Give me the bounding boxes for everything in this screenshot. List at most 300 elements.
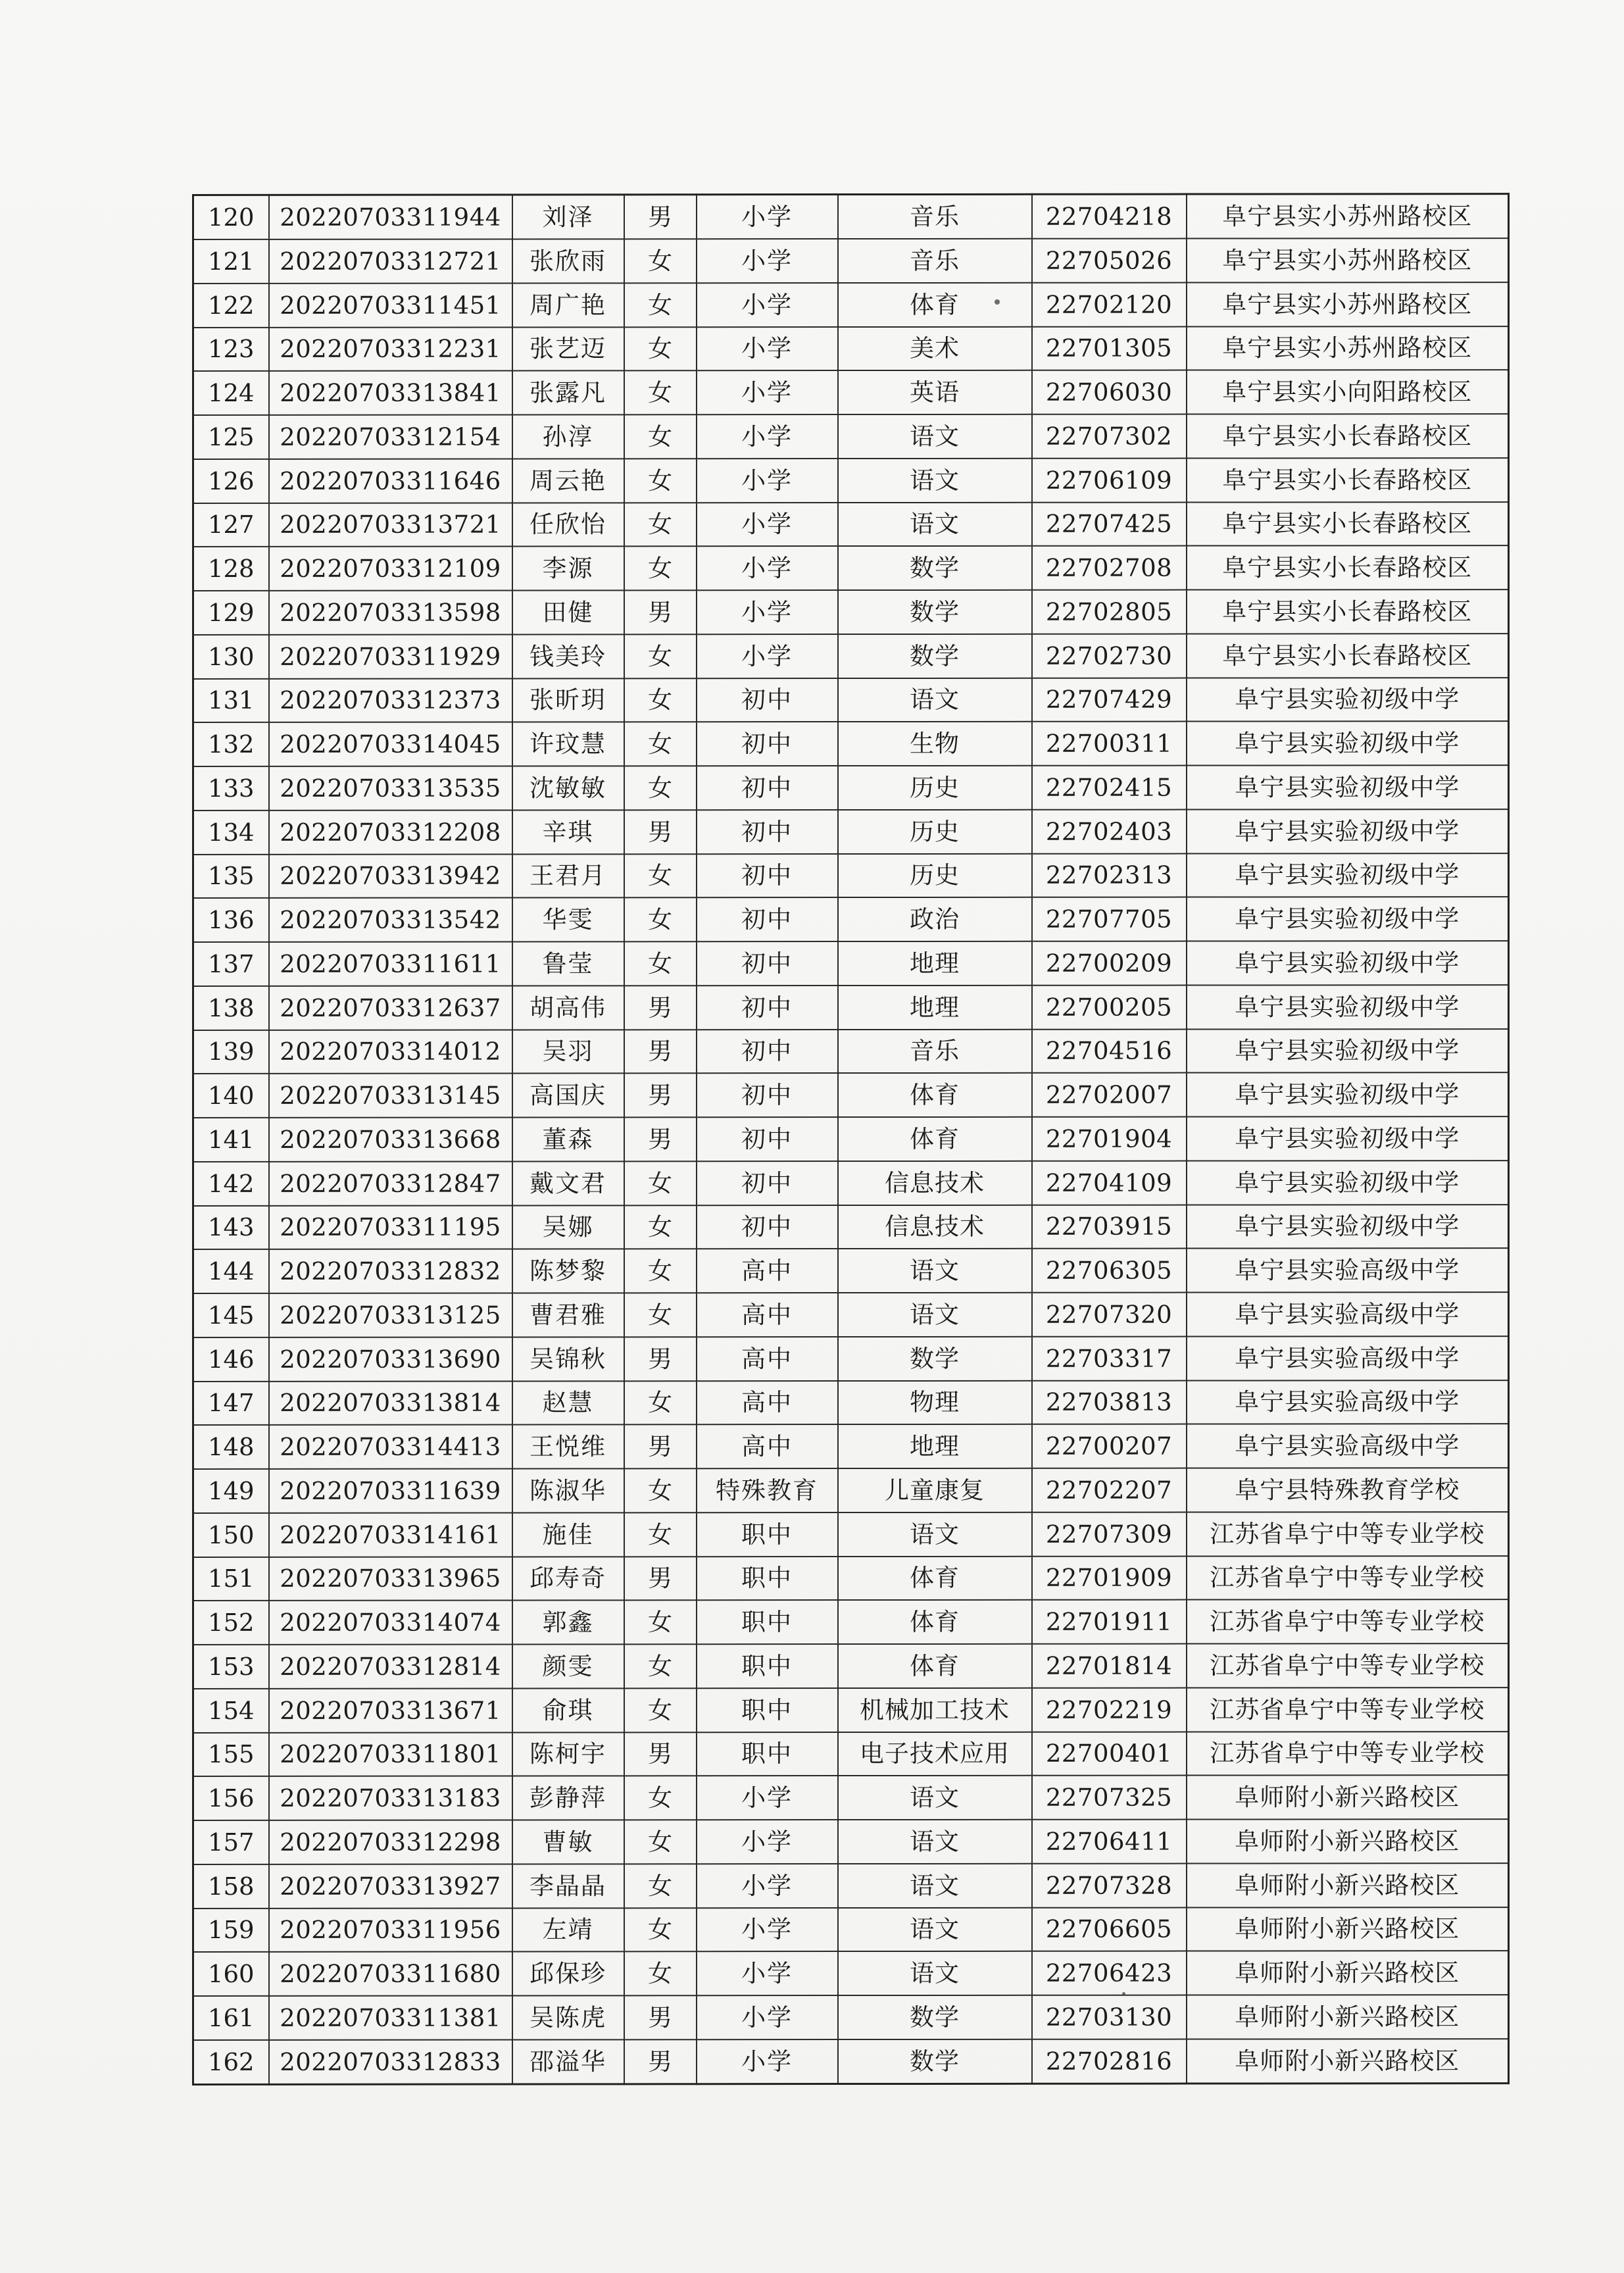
table-row — [193, 589, 1509, 635]
school-stage-cell: 小学 — [697, 1776, 838, 1820]
row-number-cell: 143 — [193, 1205, 269, 1249]
school-stage-cell: 小学 — [697, 1820, 838, 1864]
post-code-cell: 22706605 — [1032, 1907, 1187, 1951]
table-row — [193, 370, 1509, 415]
school-name-cell: 阜宁县实小向阳路校区 — [1187, 370, 1509, 414]
school-stage-cell: 高中 — [697, 1337, 838, 1381]
candidate-name-cell: 戴文君 — [512, 1161, 624, 1205]
subject-cell: 音乐 — [838, 1029, 1032, 1073]
registration-number-cell: 20220703314074 — [269, 1601, 512, 1645]
subject-cell: 体育 — [838, 1117, 1032, 1161]
candidate-name-cell: 辛琪 — [512, 810, 624, 854]
post-code-cell: 22701904 — [1032, 1117, 1187, 1161]
registration-number-cell: 20220703313598 — [269, 591, 512, 635]
gender-cell: 女 — [624, 1952, 697, 1996]
subject-cell: 语文 — [838, 1907, 1032, 1951]
table-row — [193, 1468, 1509, 1513]
row-number-cell: 153 — [193, 1645, 269, 1689]
table-row — [193, 985, 1509, 1030]
subject-cell: 体育 — [838, 1073, 1032, 1117]
school-name-cell: 阜宁县实验初级中学 — [1187, 1161, 1509, 1205]
table-row — [193, 545, 1509, 591]
post-code-cell: 22702805 — [1032, 590, 1187, 634]
table-row — [193, 1995, 1509, 2040]
school-stage-cell: 初中 — [697, 766, 838, 810]
table-row — [193, 941, 1509, 986]
school-stage-cell: 高中 — [697, 1249, 838, 1293]
candidate-name-cell: 张昕玥 — [512, 678, 624, 722]
table-row — [193, 809, 1509, 855]
row-number-cell: 123 — [193, 327, 269, 371]
post-code-cell: 22700401 — [1032, 1732, 1187, 1776]
row-number-cell: 141 — [193, 1118, 269, 1162]
table-row — [193, 1819, 1509, 1864]
gender-cell: 女 — [624, 1468, 697, 1512]
school-stage-cell: 小学 — [697, 370, 838, 414]
gender-cell: 女 — [624, 1820, 697, 1864]
registration-number-cell: 20220703313942 — [269, 854, 512, 898]
school-stage-cell: 初中 — [697, 678, 838, 722]
row-number-cell: 133 — [193, 766, 269, 811]
registration-number-cell: 20220703312833 — [269, 2039, 512, 2084]
post-code-cell: 22702816 — [1032, 2039, 1187, 2084]
gender-cell: 女 — [624, 766, 697, 810]
subject-cell: 语文 — [838, 1776, 1032, 1820]
row-number-cell: 129 — [193, 591, 269, 635]
row-number-cell: 162 — [193, 2040, 269, 2085]
school-name-cell: 江苏省阜宁中等专业学校 — [1187, 1599, 1509, 1643]
table-row — [193, 634, 1509, 679]
row-number-cell: 124 — [193, 371, 269, 415]
table-row — [193, 1205, 1509, 1250]
table-row — [193, 1512, 1509, 1557]
post-code-cell: 22707328 — [1032, 1863, 1187, 1907]
post-code-cell: 22705026 — [1032, 239, 1187, 283]
school-name-cell: 阜师附小新兴路校区 — [1187, 1951, 1509, 1995]
subject-cell: 信息技术 — [838, 1205, 1032, 1249]
registration-number-cell: 20220703312373 — [269, 678, 512, 722]
candidate-name-cell: 沈敏敏 — [512, 766, 624, 810]
post-code-cell: 22707302 — [1032, 414, 1187, 459]
school-stage-cell: 小学 — [697, 546, 838, 590]
school-name-cell: 阜宁县实验初级中学 — [1187, 941, 1509, 985]
registration-number-cell: 20220703313671 — [269, 1688, 512, 1732]
scan-speck — [995, 299, 1000, 305]
gender-cell: 女 — [624, 327, 697, 371]
table-row — [193, 1951, 1509, 1996]
registration-number-cell: 20220703312814 — [269, 1645, 512, 1689]
school-name-cell: 阜宁县实验初级中学 — [1187, 1116, 1509, 1161]
registration-number-cell: 20220703313668 — [269, 1118, 512, 1162]
school-name-cell: 阜宁县实小长春路校区 — [1187, 502, 1509, 546]
candidate-name-cell: 董森 — [512, 1117, 624, 1161]
table-row — [193, 2039, 1509, 2085]
school-name-cell: 阜宁县实验初级中学 — [1187, 897, 1509, 941]
candidate-name-cell: 彭静萍 — [512, 1776, 624, 1820]
row-number-cell: 152 — [193, 1601, 269, 1645]
school-stage-cell: 小学 — [697, 327, 838, 371]
gender-cell: 女 — [624, 1776, 697, 1820]
subject-cell: 地理 — [838, 941, 1032, 986]
table-row — [193, 1863, 1509, 1909]
subject-cell: 语文 — [838, 459, 1032, 503]
post-code-cell: 22707325 — [1032, 1776, 1187, 1820]
school-name-cell: 阜宁县实验初级中学 — [1187, 678, 1509, 722]
gender-cell: 女 — [624, 1249, 697, 1293]
school-stage-cell: 小学 — [697, 1951, 838, 1995]
subject-cell: 信息技术 — [838, 1161, 1032, 1205]
table-row — [193, 326, 1509, 372]
gender-cell: 女 — [624, 414, 697, 459]
gender-cell: 男 — [624, 1117, 697, 1161]
school-name-cell: 阜宁县实验高级中学 — [1187, 1248, 1509, 1292]
candidate-name-cell: 陈柯宇 — [512, 1732, 624, 1776]
registration-number-cell: 20220703311611 — [269, 942, 512, 986]
school-stage-cell: 初中 — [697, 854, 838, 898]
subject-cell: 生物 — [838, 722, 1032, 766]
candidate-name-cell: 刘泽 — [512, 195, 624, 239]
school-stage-cell: 初中 — [697, 1030, 838, 1074]
post-code-cell: 22707309 — [1032, 1512, 1187, 1556]
table-row — [193, 1556, 1509, 1601]
registration-number-cell: 20220703313814 — [269, 1381, 512, 1425]
school-name-cell: 阜师附小新兴路校区 — [1187, 1775, 1509, 1819]
table-row — [193, 238, 1509, 284]
gender-cell: 女 — [624, 503, 697, 547]
gender-cell: 男 — [624, 810, 697, 854]
post-code-cell: 22704218 — [1032, 194, 1187, 239]
row-number-cell: 148 — [193, 1425, 269, 1469]
school-name-cell: 阜宁县实验初级中学 — [1187, 1029, 1509, 1073]
school-stage-cell: 初中 — [697, 810, 838, 854]
row-number-cell: 150 — [193, 1513, 269, 1557]
candidate-name-cell: 颜雯 — [512, 1644, 624, 1688]
gender-cell: 男 — [624, 986, 697, 1030]
registration-number-cell: 20220703312298 — [269, 1820, 512, 1864]
gender-cell: 女 — [624, 1908, 697, 1952]
post-code-cell: 22702313 — [1032, 853, 1187, 897]
candidate-name-cell: 王悦维 — [512, 1425, 624, 1469]
post-code-cell: 22702403 — [1032, 809, 1187, 853]
table-row — [193, 1161, 1509, 1206]
post-code-cell: 22703915 — [1032, 1205, 1187, 1249]
table-row — [193, 1292, 1509, 1337]
registration-number-cell: 20220703312832 — [269, 1249, 512, 1293]
gender-cell: 女 — [624, 1512, 697, 1557]
row-number-cell: 135 — [193, 854, 269, 898]
school-name-cell: 阜宁县实验初级中学 — [1187, 765, 1509, 809]
gender-cell: 男 — [624, 1074, 697, 1118]
row-number-cell: 147 — [193, 1381, 269, 1425]
registration-number-cell: 20220703312637 — [269, 986, 512, 1030]
post-code-cell: 22707425 — [1032, 502, 1187, 546]
registration-number-cell: 20220703311195 — [269, 1205, 512, 1249]
candidate-name-cell: 邱保珍 — [512, 1952, 624, 1996]
subject-cell: 历史 — [838, 766, 1032, 810]
subject-cell: 数学 — [838, 590, 1032, 634]
school-stage-cell: 初中 — [697, 897, 838, 941]
gender-cell: 女 — [624, 1381, 697, 1425]
subject-cell: 政治 — [838, 897, 1032, 941]
gender-cell: 男 — [624, 1995, 697, 2039]
gender-cell: 男 — [624, 195, 697, 239]
school-name-cell: 阜宁县实验初级中学 — [1187, 1072, 1509, 1116]
school-stage-cell: 初中 — [697, 1161, 838, 1205]
subject-cell: 历史 — [838, 853, 1032, 897]
row-number-cell: 142 — [193, 1162, 269, 1206]
post-code-cell: 22701305 — [1032, 326, 1187, 370]
row-number-cell: 125 — [193, 415, 269, 459]
row-number-cell: 151 — [193, 1557, 269, 1601]
gender-cell: 女 — [624, 898, 697, 942]
subject-cell: 数学 — [838, 546, 1032, 590]
subject-cell: 语文 — [838, 414, 1032, 459]
school-stage-cell: 职中 — [697, 1732, 838, 1776]
subject-cell: 数学 — [838, 634, 1032, 678]
subject-cell: 美术 — [838, 326, 1032, 370]
row-number-cell: 154 — [193, 1689, 269, 1733]
candidate-name-cell: 周云艳 — [512, 459, 624, 503]
table-row — [193, 1029, 1509, 1074]
candidate-name-cell: 张欣雨 — [512, 239, 624, 283]
table-row — [193, 1775, 1509, 1820]
registration-number-cell: 20220703311680 — [269, 1952, 512, 1996]
registration-number-cell: 20220703311929 — [269, 634, 512, 678]
row-number-cell: 120 — [193, 195, 269, 239]
post-code-cell: 22703813 — [1032, 1380, 1187, 1424]
post-code-cell: 22702708 — [1032, 546, 1187, 590]
row-number-cell: 160 — [193, 1952, 269, 1996]
subject-cell: 语文 — [838, 678, 1032, 722]
post-code-cell: 22707429 — [1032, 678, 1187, 722]
table-row — [193, 1380, 1509, 1426]
gender-cell: 女 — [624, 1161, 697, 1205]
school-name-cell: 阜宁县实验高级中学 — [1187, 1424, 1509, 1468]
registration-number-cell: 20220703314012 — [269, 1030, 512, 1074]
school-stage-cell: 职中 — [697, 1512, 838, 1557]
candidate-name-cell: 孙淳 — [512, 414, 624, 459]
row-number-cell: 134 — [193, 811, 269, 855]
table-row — [193, 1116, 1509, 1162]
table-row — [193, 414, 1509, 459]
school-stage-cell: 小学 — [697, 414, 838, 459]
gender-cell: 女 — [624, 371, 697, 415]
post-code-cell: 22702219 — [1032, 1687, 1187, 1732]
subject-cell: 地理 — [838, 986, 1032, 1030]
row-number-cell: 128 — [193, 547, 269, 591]
row-number-cell: 161 — [193, 1996, 269, 2040]
school-name-cell: 阜师附小新兴路校区 — [1187, 1995, 1509, 2039]
candidate-name-cell: 吴羽 — [512, 1030, 624, 1074]
school-name-cell: 阜宁县实小长春路校区 — [1187, 634, 1509, 678]
registration-number-cell: 20220703312208 — [269, 810, 512, 854]
candidate-name-cell: 赵慧 — [512, 1381, 624, 1425]
row-number-cell: 132 — [193, 722, 269, 766]
row-number-cell: 131 — [193, 678, 269, 722]
row-number-cell: 122 — [193, 284, 269, 328]
registration-number-cell: 20220703311801 — [269, 1732, 512, 1776]
registration-number-cell: 20220703312154 — [269, 415, 512, 459]
post-code-cell: 22706423 — [1032, 1951, 1187, 1995]
school-stage-cell: 高中 — [697, 1381, 838, 1425]
registration-number-cell: 20220703311944 — [269, 195, 512, 239]
school-stage-cell: 初中 — [697, 1073, 838, 1117]
table-row — [193, 1907, 1509, 1953]
registration-number-cell: 20220703313841 — [269, 371, 512, 415]
school-name-cell: 阜宁县实小长春路校区 — [1187, 458, 1509, 502]
registration-number-cell: 20220703313183 — [269, 1776, 512, 1820]
scan-speck — [1122, 1992, 1125, 1995]
subject-cell: 数学 — [838, 1337, 1032, 1381]
school-name-cell: 阜师附小新兴路校区 — [1187, 1863, 1509, 1907]
school-stage-cell: 特殊教育 — [697, 1468, 838, 1512]
registration-number-cell: 20220703313965 — [269, 1557, 512, 1601]
table-row — [193, 194, 1509, 240]
candidate-name-cell: 陈梦黎 — [512, 1249, 624, 1293]
school-stage-cell: 小学 — [697, 1995, 838, 2039]
subject-cell: 机械加工技术 — [838, 1688, 1032, 1732]
candidate-name-cell: 左靖 — [512, 1908, 624, 1952]
gender-cell: 男 — [624, 1030, 697, 1074]
table-row — [193, 897, 1509, 942]
subject-cell: 体育 — [838, 283, 1032, 327]
row-number-cell: 144 — [193, 1249, 269, 1293]
table-row — [193, 1424, 1509, 1469]
table-row — [193, 1072, 1509, 1118]
subject-cell: 地理 — [838, 1424, 1032, 1468]
table-row — [193, 502, 1509, 547]
post-code-cell: 22707705 — [1032, 897, 1187, 941]
row-number-cell: 149 — [193, 1469, 269, 1513]
school-name-cell: 阜宁县实小长春路校区 — [1187, 414, 1509, 458]
roster-table — [192, 193, 1510, 2086]
school-stage-cell: 初中 — [697, 722, 838, 766]
gender-cell: 女 — [624, 1205, 697, 1249]
school-stage-cell: 职中 — [697, 1688, 838, 1732]
post-code-cell: 22702007 — [1032, 1073, 1187, 1117]
subject-cell: 数学 — [838, 1995, 1032, 2039]
post-code-cell: 22703130 — [1032, 1995, 1187, 2039]
candidate-name-cell: 郭鑫 — [512, 1601, 624, 1645]
school-stage-cell: 初中 — [697, 1117, 838, 1161]
roster-body — [193, 194, 1509, 2085]
candidate-name-cell: 曹敏 — [512, 1820, 624, 1864]
registration-number-cell: 20220703313927 — [269, 1864, 512, 1908]
row-number-cell: 136 — [193, 898, 269, 942]
registration-number-cell: 20220703311646 — [269, 459, 512, 503]
school-name-cell: 阜宁县实小苏州路校区 — [1187, 326, 1509, 370]
table-row — [193, 458, 1509, 503]
registration-number-cell: 20220703313535 — [269, 766, 512, 811]
candidate-name-cell: 曹君雅 — [512, 1293, 624, 1337]
registration-number-cell: 20220703311381 — [269, 1996, 512, 2040]
candidate-name-cell: 李晶晶 — [512, 1864, 624, 1908]
school-name-cell: 阜宁县实验初级中学 — [1187, 1205, 1509, 1249]
row-number-cell: 145 — [193, 1293, 269, 1337]
post-code-cell: 22704109 — [1032, 1161, 1187, 1205]
candidate-name-cell: 张露凡 — [512, 371, 624, 415]
post-code-cell: 22703317 — [1032, 1336, 1187, 1380]
candidate-name-cell: 吴娜 — [512, 1205, 624, 1249]
row-number-cell: 146 — [193, 1337, 269, 1382]
candidate-name-cell: 任欣怡 — [512, 503, 624, 547]
subject-cell: 语文 — [838, 1864, 1032, 1908]
gender-cell: 男 — [624, 2039, 697, 2084]
post-code-cell: 22701814 — [1032, 1644, 1187, 1688]
table-row — [193, 1643, 1509, 1689]
subject-cell: 音乐 — [838, 239, 1032, 283]
registration-number-cell: 20220703313721 — [269, 503, 512, 547]
row-number-cell: 137 — [193, 942, 269, 986]
table-row — [193, 1599, 1509, 1645]
school-stage-cell: 高中 — [697, 1424, 838, 1468]
gender-cell: 女 — [624, 1601, 697, 1645]
registration-number-cell: 20220703313145 — [269, 1074, 512, 1118]
post-code-cell: 22700209 — [1032, 941, 1187, 986]
registration-number-cell: 20220703314413 — [269, 1425, 512, 1469]
candidate-name-cell: 施佳 — [512, 1512, 624, 1557]
table-row — [193, 1732, 1509, 1777]
school-stage-cell: 初中 — [697, 986, 838, 1030]
registration-number-cell: 20220703312847 — [269, 1161, 512, 1205]
row-number-cell: 126 — [193, 459, 269, 503]
candidate-name-cell: 吴锦秋 — [512, 1337, 624, 1381]
school-name-cell: 阜宁县特殊教育学校 — [1187, 1468, 1509, 1512]
candidate-name-cell: 邵溢华 — [512, 2039, 624, 2084]
subject-cell: 物理 — [838, 1380, 1032, 1424]
registration-number-cell: 20220703314161 — [269, 1512, 512, 1557]
subject-cell: 体育 — [838, 1556, 1032, 1600]
post-code-cell: 22701911 — [1032, 1600, 1187, 1644]
subject-cell: 英语 — [838, 370, 1032, 414]
school-stage-cell: 高中 — [697, 1293, 838, 1337]
school-name-cell: 江苏省阜宁中等专业学校 — [1187, 1643, 1509, 1687]
subject-cell: 音乐 — [838, 194, 1032, 239]
school-stage-cell: 小学 — [697, 283, 838, 327]
subject-cell: 电子技术应用 — [838, 1732, 1032, 1776]
candidate-name-cell: 张艺迈 — [512, 327, 624, 371]
roster-sheet — [192, 193, 1508, 2086]
registration-number-cell: 20220703312231 — [269, 327, 512, 371]
school-name-cell: 阜师附小新兴路校区 — [1187, 1819, 1509, 1863]
gender-cell: 女 — [624, 678, 697, 722]
subject-cell: 语文 — [838, 502, 1032, 546]
subject-cell: 语文 — [838, 1512, 1032, 1557]
school-name-cell: 阜宁县实验初级中学 — [1187, 721, 1509, 765]
school-stage-cell: 小学 — [697, 1908, 838, 1952]
candidate-name-cell: 王君月 — [512, 854, 624, 898]
candidate-name-cell: 邱寿奇 — [512, 1557, 624, 1601]
registration-number-cell: 20220703313125 — [269, 1293, 512, 1337]
table-row — [193, 765, 1509, 811]
subject-cell: 儿童康复 — [838, 1468, 1032, 1512]
row-number-cell: 156 — [193, 1776, 269, 1820]
registration-number-cell: 20220703312721 — [269, 239, 512, 284]
registration-number-cell: 20220703313542 — [269, 898, 512, 942]
school-stage-cell: 职中 — [697, 1600, 838, 1644]
table-row — [193, 853, 1509, 899]
school-stage-cell: 职中 — [697, 1644, 838, 1688]
gender-cell: 女 — [624, 1864, 697, 1908]
post-code-cell: 22702120 — [1032, 282, 1187, 326]
post-code-cell: 22702415 — [1032, 766, 1187, 810]
registration-number-cell: 20220703312109 — [269, 547, 512, 591]
post-code-cell: 22707320 — [1032, 1293, 1187, 1337]
gender-cell: 女 — [624, 459, 697, 503]
post-code-cell: 22701909 — [1032, 1556, 1187, 1600]
table-row — [193, 721, 1509, 766]
school-name-cell: 阜宁县实小苏州路校区 — [1187, 282, 1509, 326]
